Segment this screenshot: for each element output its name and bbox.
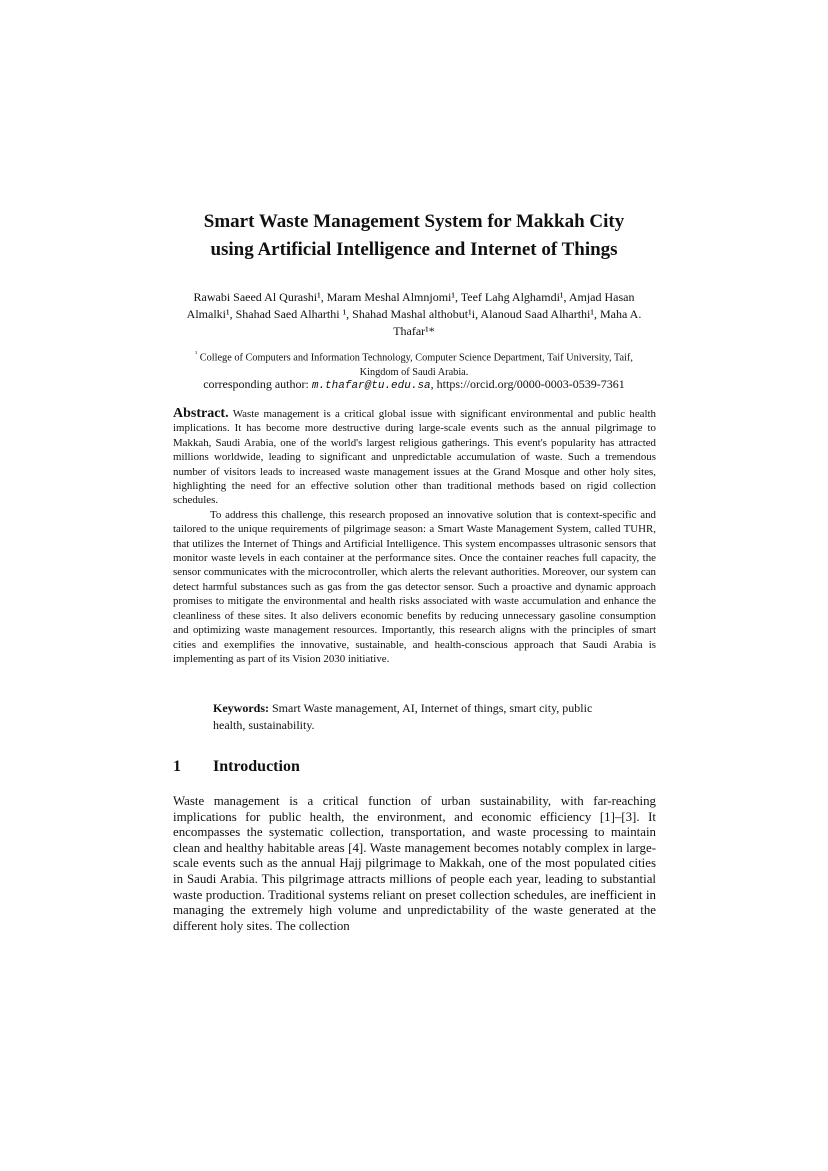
section-heading-introduction [173, 758, 300, 776]
corresponding-author [140, 377, 688, 394]
corresponding-prefix: corresponding author: [203, 377, 312, 391]
title-line-2: using Artificial Intelligence and Internet of Things [210, 239, 618, 260]
corresponding-orcid[interactable]: , https://orcid.org/0000-0003-0539-7361 [430, 377, 625, 391]
introduction-paragraph-1: Waste management is a critical function of urban sustainability, with far-reaching implications for public health, the environment, and economic efficiency [1]–[3]. It encompasses the systematic collection, transportation, and waste processing to maintain clean and healthy habitable areas [4]. Waste management becomes notably complex in large-scale events such as the annual Hajj pilgrimage to Makkah, one of the most populated cities in Saudi Arabia. This pilgrimage attracts millions of people each year, leading to substantial waste production. Traditional systems reliant on preset collection schedules, are inefficient in managing the extremely high volume and unpredictability of the waste generated at the different holy sites. The collection [173, 794, 656, 933]
affiliation [170, 347, 658, 380]
author-list [170, 289, 658, 340]
introduction-body [173, 794, 656, 934]
keywords-text: Smart Waste management, AI, Internet of things, smart city, public health, sustainability. [213, 701, 593, 732]
abstract-label: Abstract. [173, 406, 229, 421]
paper-title [120, 208, 708, 264]
abstract-paragraph-1: Waste management is a critical global issue with significant environmental and public health implications. It has become more destructive during large-scale events such as the annual pilgrimage to Makkah, Saudi Arabia, one of the world's largest religious gatherings. This event's popularity has attracted millions worldwide, leading to significant and unpredictable accumulation of waste. Such a tremendous number of visitors leads to increased waste management issues at the Grand Mosque and other holy sites, highlighting the need for an effective solution other than traditional methods based on rigid collection schedules. [173, 408, 656, 507]
abstract-paragraph-2: To address this challenge, this research proposed an innovative solution that is context-specific and tailored to the unique requirements of pilgrimage season: a Smart Waste Management System, called TUHR, that utilizes the Internet of Things and Artificial Intelligence. This system encompasses ultrasonic sensors that monitor waste levels in each container at the performance sites. Once the container reaches full capacity, the sensor communicates with the microcontroller, which alerts the relevant authorities. Moreover, our system can detect harmful substances such as gas from the gas detector sensor. Such a proactive and dynamic approach promises to mitigate the environmental and health risks associated with waste accumulation and enhance the cleanliness of these sites. It also delivers economic benefits by reducing unnecessary gasoline consumption and optimizing waste management resources. Importantly, this research aligns with the principles of smart cities and exemplifies the innovative, sustainable, and health-conscious approach that Saudi Arabia is implementing as part of its Vision 2030 initiative. [173, 508, 656, 665]
section-title: Introduction [213, 758, 300, 775]
section-number: 1 [173, 758, 181, 775]
author-line-2: Almalki¹, Shahad Saed Alharthi ¹, Shahad Mashal althobut¹i, Alanoud Saad Alharthi¹, Maha A. [186, 307, 642, 321]
affiliation-line-1: College of Computers and Information Technology, Computer Science Department, Taif University, Taif, [199, 352, 633, 364]
affiliation-marker: ¹ [195, 350, 198, 358]
abstract [173, 407, 656, 666]
author-line-1: Rawabi Saeed Al Qurashi¹, Maram Meshal Almnjomi¹, Teef Lahg Alghamdi¹, Amjad Hasan [193, 290, 635, 304]
keywords-label: Keywords: [213, 701, 269, 715]
title-line-1: Smart Waste Management System for Makkah City [203, 211, 625, 232]
author-line-3: Thafar¹* [393, 324, 435, 338]
keywords [213, 700, 613, 734]
affiliation-line-2: Kingdom of Saudi Arabia. [359, 367, 469, 379]
corresponding-email[interactable]: m.thafar@tu.edu.sa [311, 380, 431, 392]
